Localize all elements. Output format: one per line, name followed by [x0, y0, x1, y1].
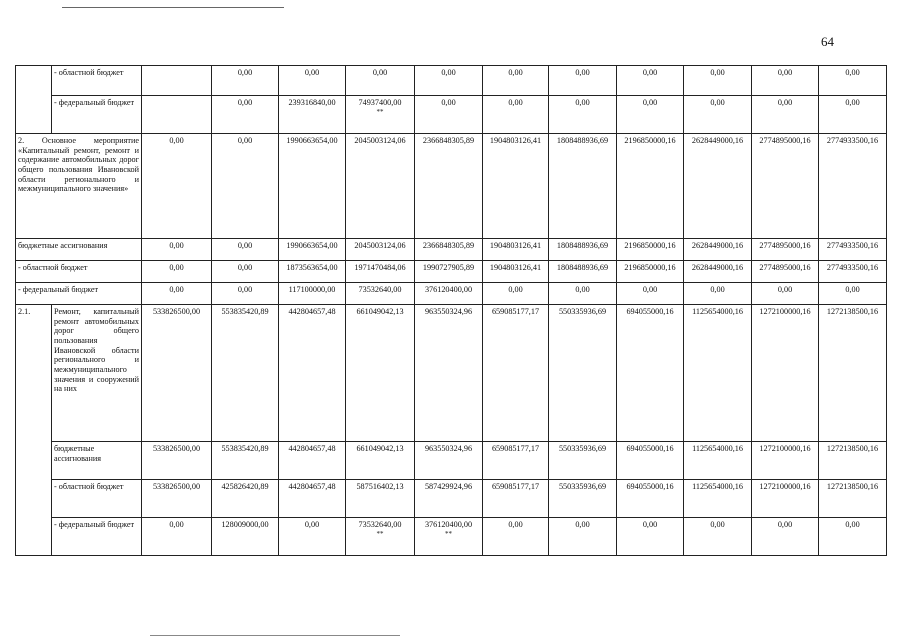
row-label: Ремонт, капитальный ремонт автомобильных дорог общего пользования Ивановской области регионального и межмуниципального значения и сооружений на них: [52, 305, 142, 442]
table-row: [16, 66, 887, 96]
value-cell: 0,00: [819, 518, 887, 556]
table-row: [16, 239, 887, 261]
value-cell: 659085177,17: [483, 442, 549, 480]
page-number: 64: [821, 34, 834, 49]
value-cell: [346, 96, 415, 134]
value-cell: 0,00: [819, 96, 887, 134]
value-cell: 0,00: [483, 283, 549, 305]
value-cell: 1125654000,16: [684, 442, 752, 480]
value-cell: 1272100000,16: [752, 305, 819, 442]
value-cell: 0,00: [212, 134, 279, 239]
value-cell: 2196850000,16: [617, 261, 684, 283]
value-cell: 0,00: [212, 66, 279, 96]
value-cell: 1272100000,16: [752, 480, 819, 518]
value-cell: 0,00: [212, 96, 279, 134]
value-cell: 963550324,96: [415, 442, 483, 480]
value-cell: 550335936,69: [549, 305, 617, 442]
value-cell: 0,00: [279, 66, 346, 96]
value-cell: 376120400,00: [415, 283, 483, 305]
budget-table: [15, 65, 887, 556]
value-cell: 0,00: [483, 66, 549, 96]
value-cell: 0,00: [617, 518, 684, 556]
value-cell: 0,00: [279, 518, 346, 556]
value-cell: 1808488936,69: [549, 134, 617, 239]
value-cell: 442804657,48: [279, 305, 346, 442]
value-cell: 659085177,17: [483, 305, 549, 442]
value-cell: 0,00: [415, 66, 483, 96]
value-cell: 0,00: [617, 66, 684, 96]
value-cell: 1808488936,69: [549, 239, 617, 261]
value-cell: 2045003124,06: [346, 239, 415, 261]
row-label: бюджетные ассигнования: [16, 239, 142, 261]
value-cell: [142, 66, 212, 96]
table-row: [16, 305, 887, 442]
value-cell: 0,00: [752, 96, 819, 134]
footnote-mark: **: [376, 529, 384, 538]
value-cell: 0,00: [549, 518, 617, 556]
value-cell: 442804657,48: [279, 442, 346, 480]
value-cell: 1971470484,06: [346, 261, 415, 283]
row-label: - федеральный бюджет: [16, 283, 142, 305]
value-cell: 1125654000,16: [684, 480, 752, 518]
value-cell: 1873563654,00: [279, 261, 346, 283]
value-cell: 533826500,00: [142, 442, 212, 480]
header-rule: [62, 7, 284, 8]
empty-number-cell: [16, 66, 52, 134]
value-cell: 73532640,00: [346, 283, 415, 305]
row-label: - федеральный бюджет: [52, 96, 142, 134]
value-cell: 0,00: [142, 134, 212, 239]
value-cell: 2196850000,16: [617, 239, 684, 261]
footer-rule: [150, 635, 400, 636]
value-cell: 2774895000,16: [752, 239, 819, 261]
row-label: 2. Основное мероприятие «Капитальный ремонт, ремонт и содержание автомобильных дорог общего пользования Ивановской области регионального и межмуниципального значения»: [16, 134, 142, 239]
value-cell: 1904803126,41: [483, 239, 549, 261]
footnote-mark: **: [376, 107, 384, 116]
value-cell: 2628449000,16: [684, 261, 752, 283]
footnote-mark: **: [445, 529, 452, 538]
value-cell: 2628449000,16: [684, 134, 752, 239]
value-text: 74937400,00: [358, 98, 402, 107]
value-cell: 1272100000,16: [752, 442, 819, 480]
value-cell: 0,00: [483, 518, 549, 556]
value-cell: 0,00: [752, 66, 819, 96]
value-cell: 2774895000,16: [752, 134, 819, 239]
value-cell: 0,00: [819, 66, 887, 96]
value-cell: 0,00: [549, 66, 617, 96]
value-cell: 661049042,13: [346, 305, 415, 442]
value-cell: 117100000,00: [279, 283, 346, 305]
value-cell: 239316840,00: [279, 96, 346, 134]
value-cell: 550335936,69: [549, 442, 617, 480]
value-cell: 0,00: [684, 66, 752, 96]
row-label: бюджетные ассигнования: [52, 442, 142, 480]
value-cell: 694055000,16: [617, 442, 684, 480]
table-row: [16, 518, 887, 556]
row-label: - областной бюджет: [52, 480, 142, 518]
value-cell: 0,00: [142, 261, 212, 283]
value-cell: 1990663654,00: [279, 134, 346, 239]
value-cell: 694055000,16: [617, 305, 684, 442]
value-cell: 0,00: [212, 239, 279, 261]
value-cell: 2196850000,16: [617, 134, 684, 239]
value-cell: 661049042,13: [346, 442, 415, 480]
value-cell: 2366848305,89: [415, 239, 483, 261]
value-cell: 963550324,96: [415, 305, 483, 442]
value-cell: 0,00: [684, 96, 752, 134]
value-cell: 2774933500,16: [819, 134, 887, 239]
row-label: - областной бюджет: [52, 66, 142, 96]
table-row: [16, 134, 887, 239]
table-row: [16, 261, 887, 283]
value-cell: 2628449000,16: [684, 239, 752, 261]
value-cell: 694055000,16: [617, 480, 684, 518]
value-cell: 0,00: [212, 261, 279, 283]
value-cell: 2774933500,16: [819, 261, 887, 283]
value-cell: 2774895000,16: [752, 261, 819, 283]
value-cell: 1904803126,41: [483, 261, 549, 283]
value-text: 376120400,00: [424, 520, 473, 529]
value-cell: 0,00: [415, 96, 483, 134]
value-cell: 0,00: [752, 518, 819, 556]
value-cell: 0,00: [142, 518, 212, 556]
value-cell: 0,00: [617, 283, 684, 305]
value-cell: 2045003124,06: [346, 134, 415, 239]
value-cell: 587516402,13: [346, 480, 415, 518]
value-cell: 553835420,89: [212, 305, 279, 442]
value-cell: 659085177,17: [483, 480, 549, 518]
value-cell: 1990727905,89: [415, 261, 483, 283]
value-cell: 0,00: [212, 283, 279, 305]
value-cell: 0,00: [142, 239, 212, 261]
value-cell: 0,00: [483, 96, 549, 134]
value-cell: [415, 518, 483, 556]
value-cell: 0,00: [752, 283, 819, 305]
value-cell: 0,00: [142, 283, 212, 305]
value-cell: 1272138500,16: [819, 305, 887, 442]
value-cell: 2774933500,16: [819, 239, 887, 261]
value-cell: 442804657,48: [279, 480, 346, 518]
table-row: [16, 480, 887, 518]
table-row: [16, 442, 887, 480]
table-row: [16, 96, 887, 134]
value-cell: 550335936,69: [549, 480, 617, 518]
value-cell: 1808488936,69: [549, 261, 617, 283]
value-cell: 1272138500,16: [819, 480, 887, 518]
row-label: - областной бюджет: [16, 261, 142, 283]
value-cell: 1125654000,16: [684, 305, 752, 442]
value-cell: 1904803126,41: [483, 134, 549, 239]
value-cell: 533826500,00: [142, 305, 212, 442]
row-number: 2.1.: [16, 305, 52, 556]
value-cell: 1990663654,00: [279, 239, 346, 261]
value-cell: 0,00: [346, 66, 415, 96]
value-cell: 0,00: [549, 96, 617, 134]
value-cell: [346, 518, 415, 556]
value-cell: 0,00: [617, 96, 684, 134]
value-cell: 0,00: [684, 283, 752, 305]
table-row: [16, 283, 887, 305]
value-text: 73532640,00: [358, 520, 402, 529]
value-cell: [142, 96, 212, 134]
value-cell: 587429924,96: [415, 480, 483, 518]
value-cell: 2366848305,89: [415, 134, 483, 239]
row-label: - федеральный бюджет: [52, 518, 142, 556]
value-cell: 0,00: [819, 283, 887, 305]
value-cell: 0,00: [549, 283, 617, 305]
value-cell: 533826500,00: [142, 480, 212, 518]
value-cell: 425826420,89: [212, 480, 279, 518]
value-cell: 1272138500,16: [819, 442, 887, 480]
value-cell: 128009000,00: [212, 518, 279, 556]
value-cell: 0,00: [684, 518, 752, 556]
value-cell: 553835420,89: [212, 442, 279, 480]
